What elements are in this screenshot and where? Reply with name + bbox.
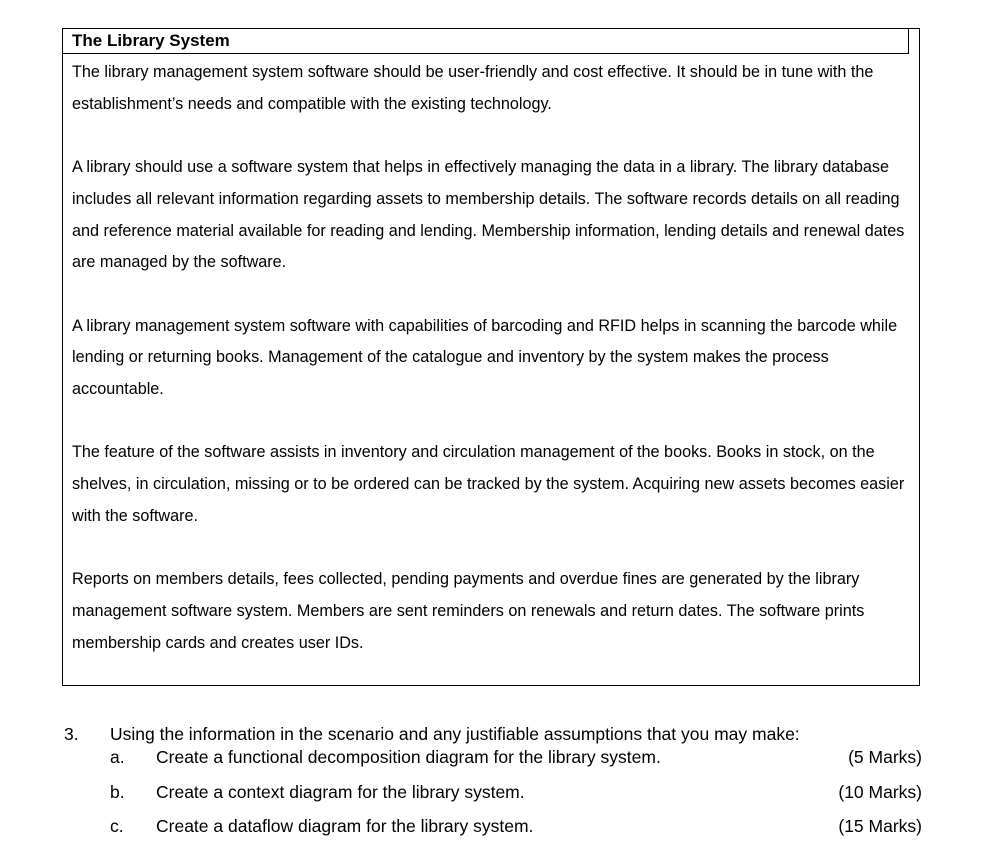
scenario-box [62,28,920,686]
question-item-a [0,746,985,770]
item-letter: a. [110,747,125,767]
item-marks: (5 Marks) [848,747,922,767]
scenario-paragraph-2: A library should use a software system that helps in effectively managing the data in a library. The library database includes all relevant information regarding assets to membership details. The software records details on all reading and reference material available for reading and lending. Membership information, lending details and renewal dates are managed by the software. [72,158,905,272]
question-stem: Using the information in the scenario and any justifiable assumptions that you may make: [110,724,800,744]
question-number: 3. [64,724,79,744]
scenario-paragraph-3: A library management system software with capabilities of barcoding and RFID helps in scanning the barcode while lending or returning books. Management of the catalogue and inventory by the system makes the process accountable. [72,316,898,398]
item-text: Create a dataflow diagram for the library system. [156,816,534,836]
scenario-paragraph-5: Reports on members details, fees collected, pending payments and overdue fines are generated by the library management software system. Members are sent reminders on renewals and return dates. The software prints membership cards and creates user IDs. [72,570,865,652]
item-marks: (10 Marks) [838,782,922,802]
item-text: Create a functional decomposition diagram for the library system. [156,747,661,767]
scenario-text [72,57,917,659]
question-item-b [0,781,985,805]
question-item-c [0,815,985,839]
item-marks: (15 Marks) [838,816,922,836]
item-letter: c. [110,816,124,836]
item-letter: b. [110,782,125,802]
item-text: Create a context diagram for the library system. [156,782,525,802]
scenario-title: The Library System [72,31,230,50]
scenario-paragraph-4: The feature of the software assists in inventory and circulation management of the books. Books in stock, on the shelves, in circulation, missing or to be ordered can be tracked by the system. Acquiring new assets becomes easier with the software. [72,443,905,525]
scenario-paragraph-1: The library management system software should be user-friendly and cost effective. It should be in tune with the establishment’s needs and compatible with the existing technology. [72,63,874,113]
